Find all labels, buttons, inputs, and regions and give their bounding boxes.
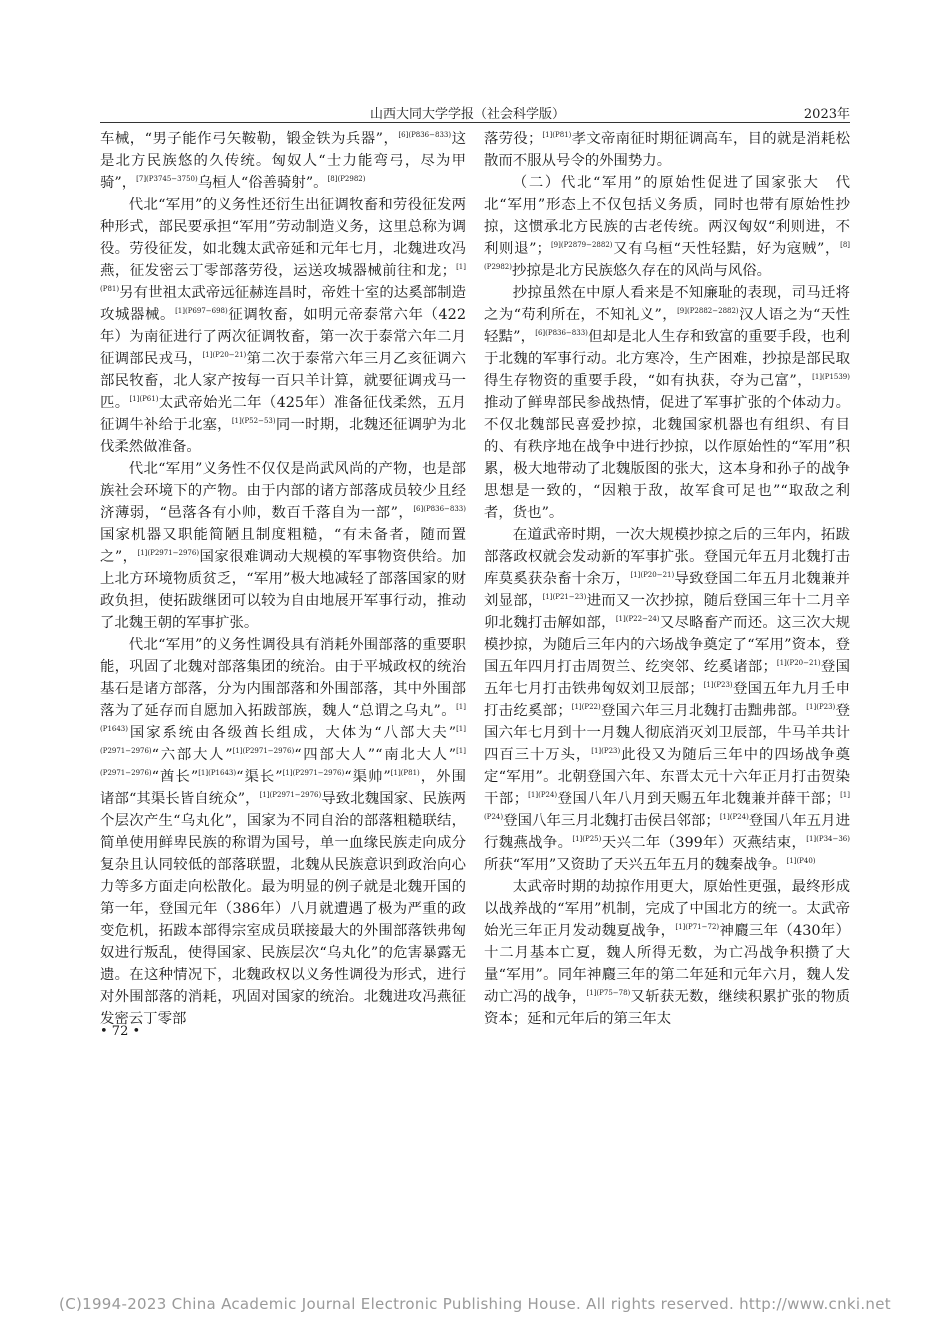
citation-marker: [7](P3745−3750) xyxy=(136,175,198,183)
page-number: • 72 • xyxy=(100,1024,141,1039)
citation-marker: [1](P24) xyxy=(484,791,850,821)
citation-marker: [1](P34−36) xyxy=(806,835,850,843)
citation-marker: [1](P1539) xyxy=(812,373,850,381)
citation-marker: [1](P61) xyxy=(129,395,159,403)
paragraph: 车械，“男子能作弓矢鞍勒，锻金铁为兵器”，$^{[6](P836-833)}$这是北方民族悠的久传统。匈奴人“士力能弯弓，尽为甲骑”，$^{[7](P3745-3750)}$乌桓人“俗善骑射”。$^{[8](P2982)}$ xyxy=(100,131,466,191)
citation-marker: [1](P1643) xyxy=(198,769,237,777)
citation-marker: [1](P22−24) xyxy=(615,615,660,623)
citation-marker: [1](P2971−2976) xyxy=(137,549,200,557)
paragraph: 代北“军用”义务性不仅仅是尚武风尚的产物，也是部族社会环境下的产物。由于内部的诸方部落成员较少且经济薄弱，“邑落各有小帅，数百千落自为一部”，$^{[6](P836-833)}$国家机器又职能简陋且制度粗糙，“有未备者，随而置之”，$^{[1](P2971-2976)}$国家很难调动大规模的军事物资供给。加上北方环境物质贫乏，“军用”极大地减轻了部落国家的财政负担，使拓跋继团可以较为自由地展开军事行动，推动了北魏王朝的军事扩张。 xyxy=(100,461,466,631)
citation-marker: [1](P2971−2976) xyxy=(100,725,466,755)
citation-marker: [1](P40) xyxy=(786,857,816,865)
copyright-footer: (C)1994-2023 China Academic Journal Electronic Publishing House. All rights reserved. http://www.cnki.net xyxy=(59,1295,891,1313)
citation-marker: [9](P2879−2882) xyxy=(550,241,613,249)
citation-marker: [1](P23) xyxy=(703,681,733,689)
paragraph: 太武帝时期的劫掠作用更大，原始性更强，最终形成以战养战的“军用”机制，完成了中国北方的统一。太武帝始光三年正月发动魏夏战争，$^{[1](P71-72)}$神麚三年（430年）十二月基本亡夏，魏人所得无数，为亡冯战争积攒了大量“军用”。同年神麚三年的第二年延和元年六月，魏人发动亡冯的战争，$^{[1](P75-78)}$又斩获无数，继续积累扩张的物质资本；延和元年后的第三年太 xyxy=(484,879,850,1027)
citation-marker: [1](P2971−2976) xyxy=(232,747,295,755)
running-header xyxy=(100,100,850,123)
citation-marker: [8](P2982) xyxy=(484,241,851,271)
citation-marker: [1](P1643) xyxy=(100,703,466,733)
citation-marker: [8](P2982) xyxy=(327,175,366,183)
citation-marker: [1](P75−78) xyxy=(586,989,631,997)
paragraph: 在道武帝时期，一次大规模抄掠之后的三年内，拓跋部落政权就会发动新的军事扩张。登国元年五月北魏打击库莫奚获杂畜十余万，$^{[1](P20-21)}$导致登国二年五月北魏兼并刘显部，$^{[1](P21-23)}$进而又一次抄掠，随后登国三年十二月辛卯北魏打击解如部，$^{[1](P22-24)}$又尽略畜产而还。这三次大规模抄掠，为随后三年内的六场战争奠定了“军用”资本，登国五年四月打击周贺兰、纥突邻、纥奚诸部；$^{[1](P20-21)}$登国五年七月打击铁弗匈奴刘卫辰部；$^{[1](P23)}$登国五年九月壬申打击纥奚部；$^{[1](P22)}$登国六年三月北魏打击黜弗部。$^{[1](P23)}$登国六年七月到十一月魏人彻底消灭刘卫辰部，牛马羊共计四百三十万头，$^{[1](P23)}$此役又为随后三年中的四场战争奠定“军用”。北朝登国六年、东晋太元十六年正月打击贺染干部；$^{[1](P24)}$登国八年八月到天赐五年北魏兼并薛干部；$^{[1](P24)}$登国八年三月北魏打击侯吕邻部；$^{[1](P24)}$登国八年五月进行魏燕战争。$^{[1](P25)}$天兴二年（399年）灭燕结束，$^{[1](P34-36)}$所获“军用”又资助了天兴五年五月的魏秦战争。$^{[1](P40)}$ xyxy=(484,527,850,873)
paragraph: 抄掠虽然在中原人看来是不知廉耻的表现，司马迁将之为“苟利所在，不知礼义”，$^{[9](P2882-2882)}$汉人语之为“天性轻黠”，$^{[6](P836-833)}$但却是北人生存和致富的重要手段，也利于北魏的军事行动。北方寒冷，生产困难，抄掠是部民取得生存物资的重要手段，“如有执获，夺为己富”，$^{[1](P1539)}$推动了鲜卑部民参战热情，促进了军事扩张的个体动力。不仅北魏部民喜爱抄掠，北魏国家机器也有组织、有目的、有秩序地在战争中进行抄掠，以作原始性的“军用”积累，极大地带动了北魏版图的张大，这本身和孙子的战争思想是一致的，“因粮于敌，故军食可足也”“取敌之利者，货也”。 xyxy=(484,285,851,521)
right-column xyxy=(484,128,850,1030)
citation-marker: [1](P2971−2976) xyxy=(100,747,466,777)
citation-marker: [1](P52−53) xyxy=(231,417,276,425)
citation-marker: [6](P836−833) xyxy=(413,505,466,513)
paragraph: （二）代北“军用”的原始性促进了国家张大 代北“军用”形态上不仅包括义务质，同时也带有原始性抄掠，这惯承北方民族的古老传统。两汉匈奴“利则进，不利则退”；$^{[9](P2879-2882)}$又有乌桓“天性轻黠，好为寇贼”，$^{[8](P2982)}$抄掠是北方民族悠久存在的风尚与风俗。 xyxy=(484,175,851,279)
citation-marker: [1](P81) xyxy=(100,263,466,293)
citation-marker: [1](P20−21) xyxy=(776,659,821,667)
journal-year: 2023年 xyxy=(803,107,850,122)
citation-marker: [1](P25) xyxy=(572,835,602,843)
citation-marker: [1](P22) xyxy=(571,703,601,711)
citation-marker: [1](P697−698) xyxy=(175,307,228,315)
citation-marker: [1](P20−21) xyxy=(630,571,675,579)
citation-marker: [1](P20−21) xyxy=(202,351,247,359)
citation-marker: [1](P81) xyxy=(390,769,420,777)
citation-marker: [9](P2882−2882) xyxy=(677,307,739,315)
left-column xyxy=(100,128,466,1030)
citation-marker: [1](P2971−2976) xyxy=(259,791,322,799)
citation-marker: [1](P2971−2976) xyxy=(282,769,345,777)
citation-marker: [6](P836−833) xyxy=(398,131,452,139)
citation-marker: [1](P71−72) xyxy=(675,923,720,931)
citation-marker: [1](P23) xyxy=(591,747,621,755)
paragraph: 代北“军用”的义务性调役具有消耗外围部落的重要职能，巩固了北魏对部落集团的统治。由于平城政权的统治基石是诸方部落，分为内围部落和外围部落，其中外围部落为了延存而自愿加入拓跋部族，魏人“总谓之乌丸”。$^{[1](P1643)}$国家系统由各级酋长组成，大体为“八部大夫”$^{[1](P2971-2976)}$“六部大人”$^{[1](P2971-2976)}$“四部大人”“南北大人”$^{[1](P2971-2976)}$“酋长”$^{[1](P1643)}$“渠长”$^{[1](P2971-2976)}$“渠帅”$^{[1](P81)}$，外围诸部“其渠长皆自统众”，$^{[1](P2971-2976)}$导致北魏国家、民族两个层次产生“乌丸化”，国家为不同自治的部落粗糙联结，简单使用鲜卑民族的称谓为国号，单一血缘民族走向成分复杂且认同较低的部落联盟，北魏从民族意识到政治向心力等多方面走向松散化。最为明显的例子就是北魏开国的第一年，登国元年（386年）八月就遭遇了极为严重的政变危机，拓跋本部得宗室成员联接最大的外围部落铁弗匈奴进行叛乱，使得国家、民族层次“乌丸化”的危害暴露无遗。在这种情况下，北魏政权以义务性调役为形式，进行对外围部落的消耗，巩固对国家的统治。北魏进攻冯燕征发密云丁零部 xyxy=(100,637,466,1027)
citation-marker: [6](P836−833) xyxy=(535,329,588,337)
paragraph: 代北“军用”的义务性还衍生出征调牧畜和劳役征发两种形式，部民要承担“军用”劳动制造义务，这里总称为调役。劳役征发，如北魏太武帝延和元年七月，北魏进攻冯燕，征发密云丁零部落劳役，运送攻城器械前往和龙；$^{[1](P81)}$另有世祖太武帝远征赫连昌时，帝姓十室的达奚部制造攻城器械。$^{[1](P697-698)}$征调牧畜，如明元帝泰常六年（422年）为南征进行了两次征调牧畜，第一次于泰常六年二月征调部民戎马，$^{[1](P20-21)}$第二次于泰常六年三月乙亥征调六部民牧畜，北人家产按每一百只羊计算，就要征调戎马一匹。$^{[1](P61)}$太武帝始光二年（425年）准备征伐柔然，五月征调牛补给于北塞，$^{[1](P52-53)}$同一时期，北魏还征调驴为北伐柔然做准备。 xyxy=(100,197,466,455)
citation-marker: [1](P81) xyxy=(542,131,572,139)
journal-title: 山西大同大学学报（社会科学版） xyxy=(370,107,566,122)
citation-marker: [1](P21−23) xyxy=(542,593,587,601)
paragraph: 落劳役；$^{[1](P81)}$孝文帝南征时期征调高车，目的就是消耗松散而不服从号令的外围势力。 xyxy=(484,131,850,169)
citation-marker: [1](P24) xyxy=(528,791,558,799)
citation-marker: [1](P24) xyxy=(719,813,749,821)
citation-marker: [1](P23) xyxy=(806,703,836,711)
